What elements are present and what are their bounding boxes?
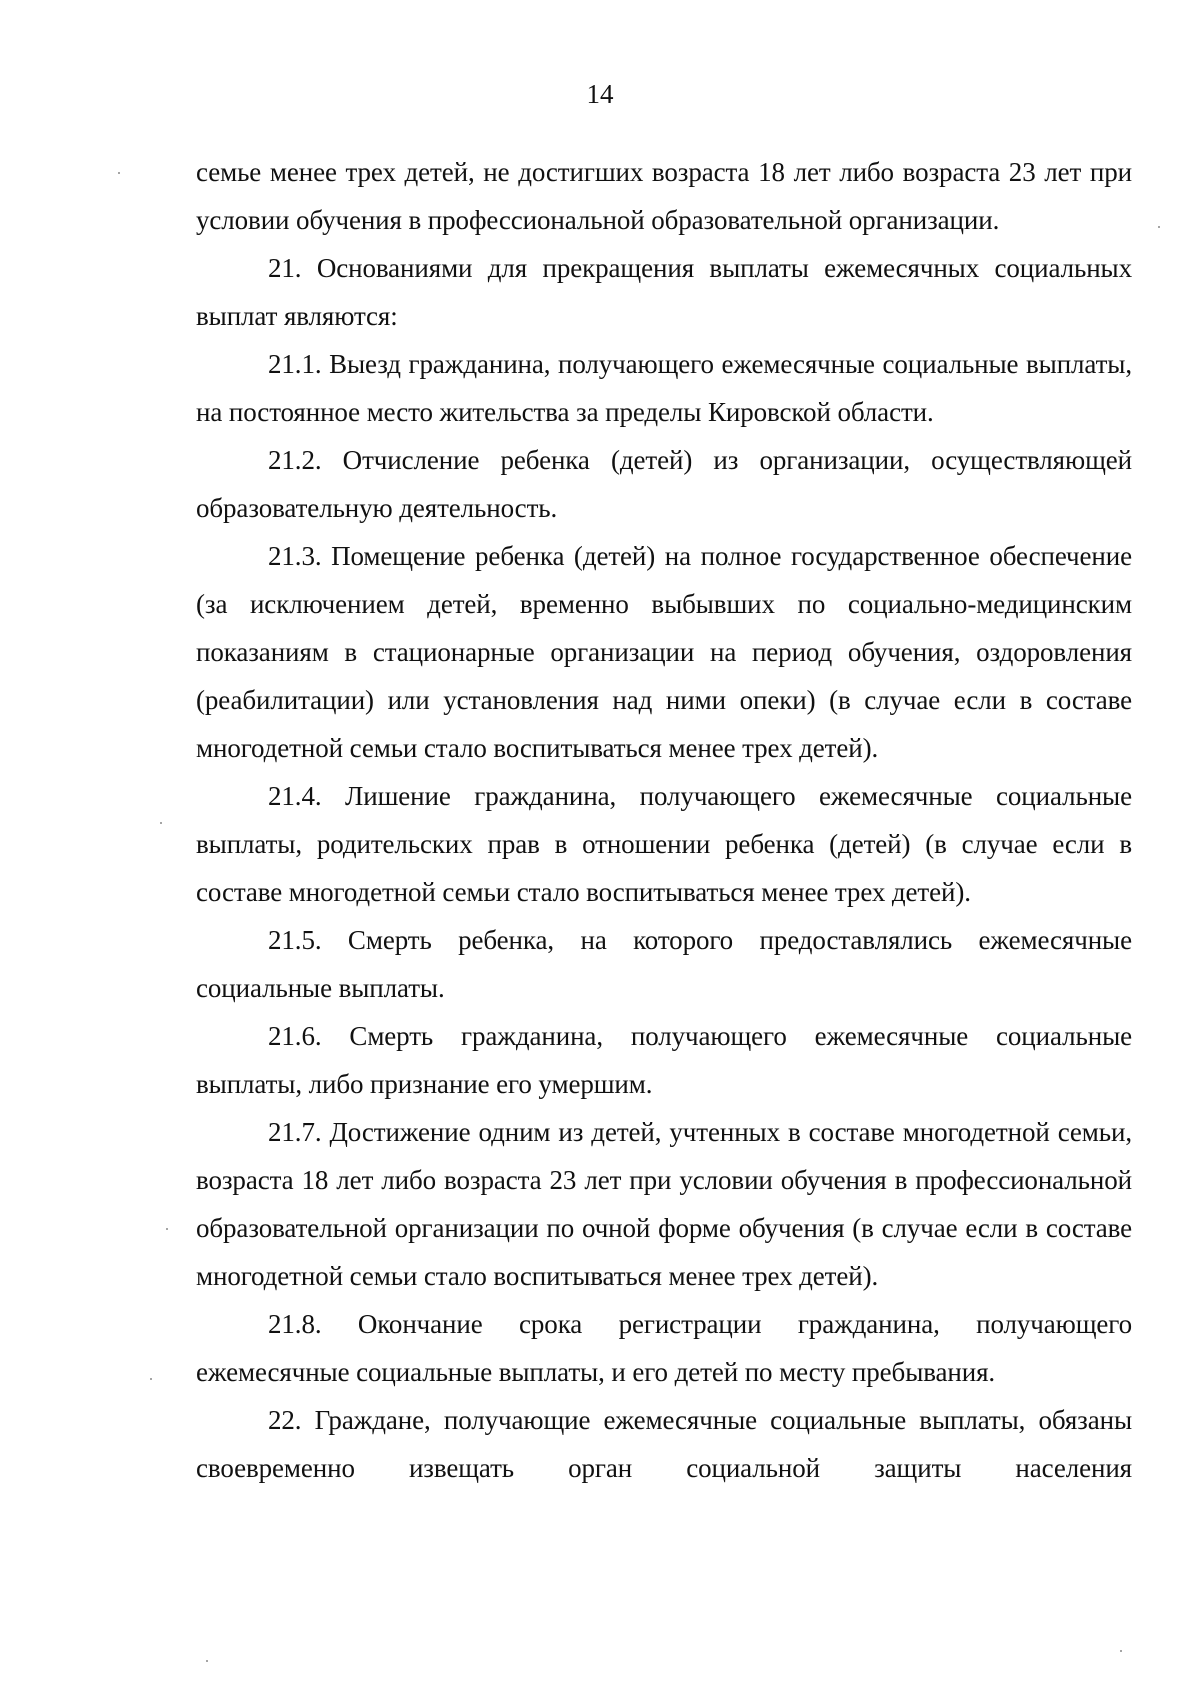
paragraph-21-1: [196, 340, 1132, 436]
paragraph-text: 21.6. Смерть гражданина, получающего ежемесячные социальные выплаты, либо признание его умершим.: [196, 1021, 1132, 1099]
scan-speck: [160, 822, 162, 824]
paragraph-text: семье менее трех детей, не достигших возраста 18 лет либо возраста 23 лет при условии обучения в профессиональной образовательной организации.: [196, 157, 1132, 235]
paragraph-text: 21. Основаниями для прекращения выплаты ежемесячных социальных выплат являются:: [196, 253, 1132, 331]
document-body: [196, 148, 1132, 1492]
scan-speck: [206, 1660, 208, 1662]
paragraph-text: 21.3. Помещение ребенка (детей) на полное государственное обеспечение (за исключением детей, временно выбывших по социально-медицинским показаниям в стационарные организации на период обучения, оздоровления (реабилитации) или установления над ними опеки) (в случае если в составе многодетной семьи стало воспитываться менее трех детей).: [196, 541, 1132, 763]
paragraph-22: [196, 1396, 1132, 1492]
paragraph-21: [196, 244, 1132, 340]
paragraph-21-2: [196, 436, 1132, 532]
paragraph-text: 21.4. Лишение гражданина, получающего ежемесячные социальные выплаты, родительских прав в отношении ребенка (детей) (в случае если в составе многодетной семьи стало воспитываться менее трех детей).: [196, 781, 1132, 907]
paragraph-continuation: [196, 148, 1132, 244]
paragraph-text: 21.2. Отчисление ребенка (детей) из организации, осуществляющей образовательную деятельность.: [196, 445, 1132, 523]
scan-speck: [150, 1378, 152, 1380]
page-number: 14: [586, 79, 614, 109]
paragraph-text: 22. Граждане, получающие ежемесячные социальные выплаты, обязаны своевременно извещать орган социальной защиты населения: [196, 1405, 1132, 1483]
paragraph-21-6: [196, 1012, 1132, 1108]
paragraph-21-8: [196, 1300, 1132, 1396]
scan-speck: [166, 1228, 168, 1230]
scan-speck: [1158, 226, 1160, 228]
paragraph-21-4: [196, 772, 1132, 916]
paragraph-text: 21.8. Окончание срока регистрации гражданина, получающего ежемесячные социальные выплаты, и его детей по месту пребывания.: [196, 1309, 1132, 1387]
paragraph-text: 21.5. Смерть ребенка, на которого предоставлялись ежемесячные социальные выплаты.: [196, 925, 1132, 1003]
paragraph-text: 21.7. Достижение одним из детей, учтенных в составе многодетной семьи, возраста 18 лет либо возраста 23 лет при условии обучения в профессиональной образовательной организации по очной форме обучения (в случае если в составе многодетной семьи стало воспитываться менее трех детей).: [196, 1117, 1132, 1291]
scan-speck: [118, 172, 120, 174]
paragraph-text: 21.1. Выезд гражданина, получающего ежемесячные социальные выплаты, на постоянное место жительства за пределы Кировской области.: [196, 349, 1132, 427]
paragraph-21-3: [196, 532, 1132, 772]
scan-speck: [1120, 1650, 1122, 1652]
paragraph-21-7: [196, 1108, 1132, 1300]
paragraph-21-5: [196, 916, 1132, 1012]
